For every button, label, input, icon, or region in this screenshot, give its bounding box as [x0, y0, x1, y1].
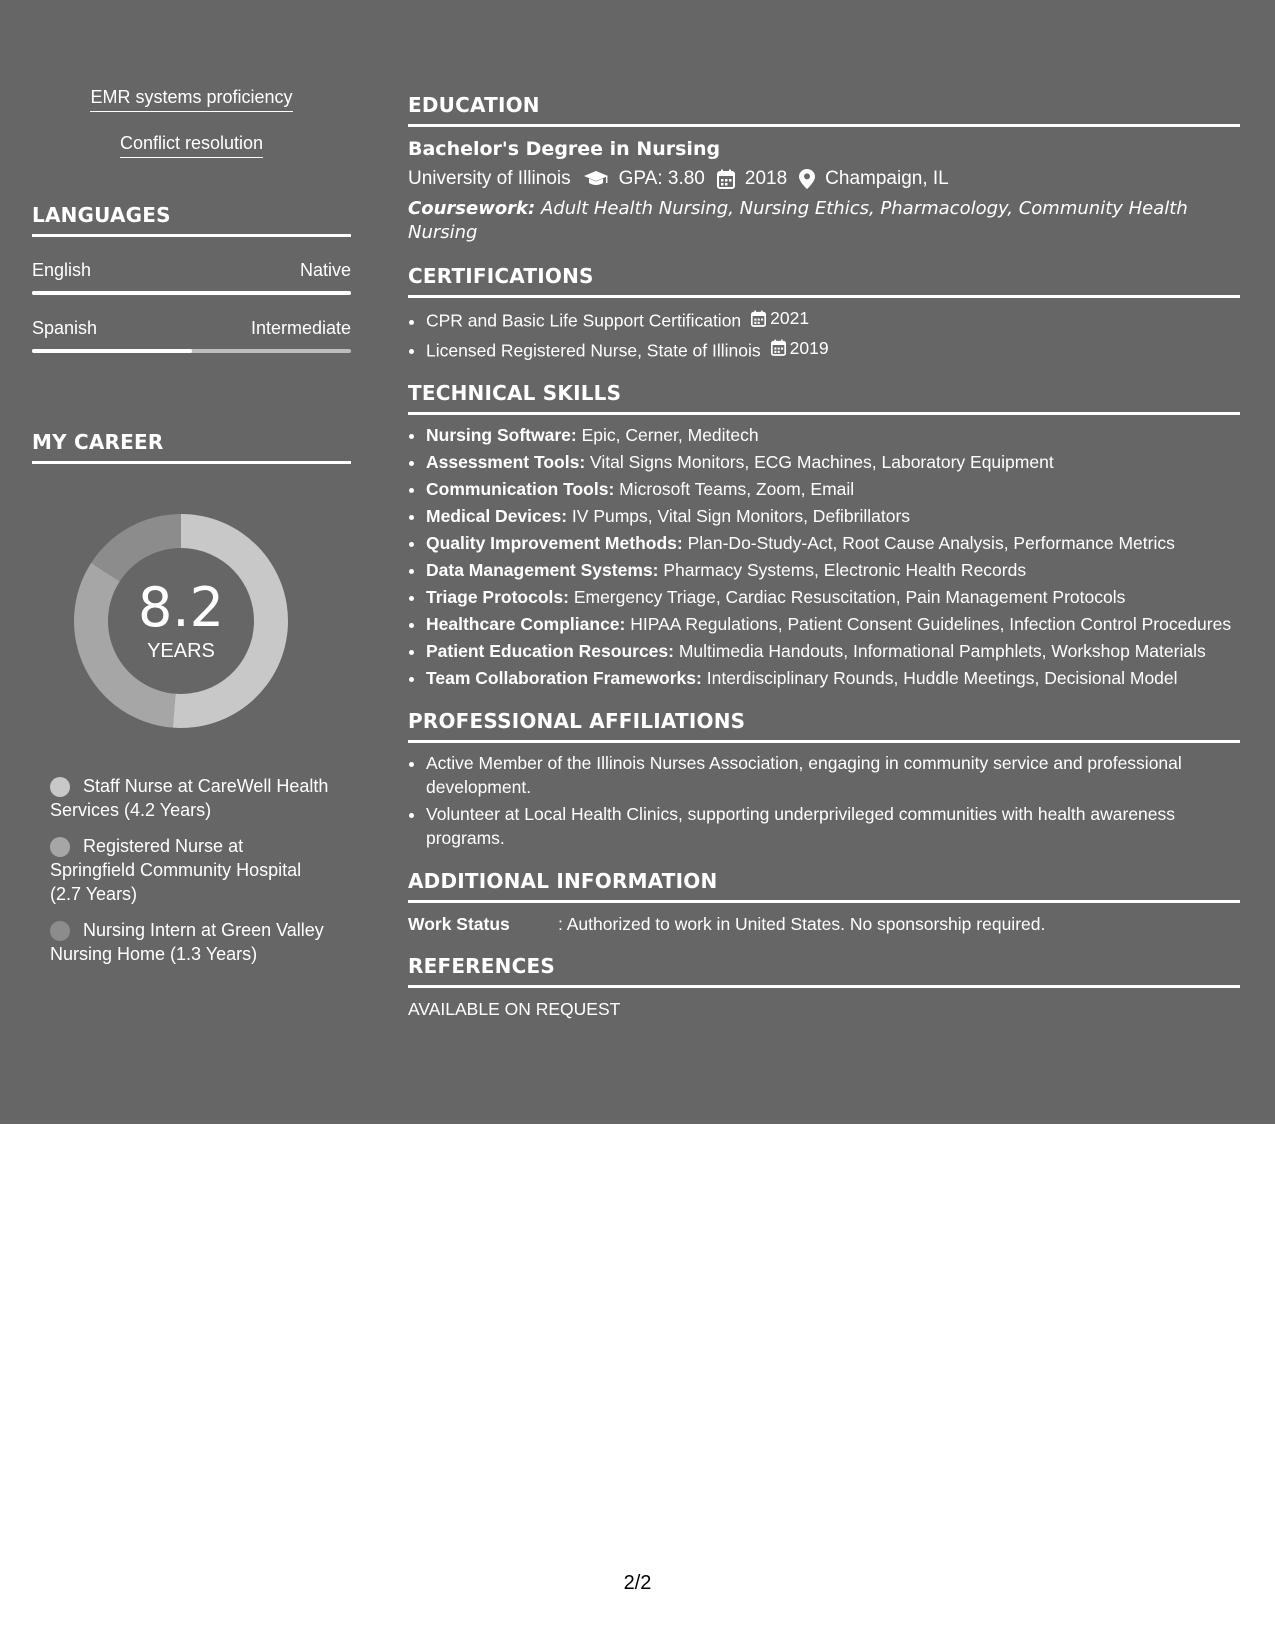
education-gpa: GPA: 3.80	[618, 168, 705, 189]
technical-skill-value: Vital Signs Monitors, ECG Machines, Laboratory Equipment	[590, 452, 1054, 472]
language-proficiency-bar	[32, 291, 351, 295]
language-row	[32, 259, 351, 281]
technical-skill-item	[426, 585, 1240, 609]
technical-skill-item	[426, 666, 1240, 690]
legend-dot-icon	[50, 921, 70, 941]
technical-skill-item	[426, 477, 1240, 501]
page-number: 2/2	[623, 1572, 652, 1594]
certification-item	[426, 336, 1240, 363]
education-year: 2018	[744, 168, 788, 189]
affiliations-heading: PROFESSIONAL AFFILIATIONS	[408, 708, 1240, 743]
language-level: Intermediate	[250, 318, 351, 338]
education-degree: Bachelor's Degree in Nursing	[408, 138, 721, 160]
coursework-text: Adult Health Nursing, Nursing Ethics, Pharmacology, Community Health Nursing	[408, 198, 1188, 243]
certification-item	[426, 306, 1240, 333]
technical-skill-value: Emergency Triage, Cardiac Resuscitation, Pain Management Protocols	[573, 587, 1126, 607]
right-column	[408, 92, 1240, 1020]
calendar-icon	[717, 169, 735, 189]
coursework-label: Coursework:	[408, 198, 536, 219]
references-heading: REFERENCES	[408, 953, 1240, 988]
technical-skill-item	[426, 612, 1240, 636]
legend-dot-icon	[50, 837, 70, 857]
technical-skill-label: Communication Tools:	[426, 479, 615, 499]
calendar-icon	[771, 339, 786, 356]
career-legend-label: Registered Nurse at Springfield Community Hospital (2.7 Years)	[50, 836, 302, 904]
education-school: University of Illinois	[408, 168, 571, 189]
additional-info-heading: ADDITIONAL INFORMATION	[408, 868, 1240, 903]
technical-skill-value: Interdisciplinary Rounds, Huddle Meetings, Decisional Model	[706, 668, 1178, 688]
graduation-cap-icon	[583, 170, 609, 188]
certification-year-wrap	[751, 306, 809, 330]
work-status-row	[408, 913, 1240, 935]
education-heading: EDUCATION	[408, 92, 1240, 127]
language-name: Spanish	[32, 318, 98, 338]
location-pin-icon	[799, 169, 815, 189]
languages-heading: LANGUAGES	[32, 202, 351, 237]
work-status-value: : Authorized to work in United States. No sponsorship required.	[558, 914, 1046, 934]
technical-skill-value: IV Pumps, Vital Sign Monitors, Defibrillators	[571, 506, 911, 526]
language-name: English	[32, 260, 92, 280]
career-legend	[50, 774, 330, 966]
certification-year: 2021	[770, 308, 810, 328]
language-proficiency-fill	[32, 291, 351, 295]
technical-skill-item	[426, 558, 1240, 582]
references-text: AVAILABLE ON REQUEST	[408, 999, 621, 1019]
technical-skill-label: Quality Improvement Methods:	[426, 533, 683, 553]
education-location: Champaign, IL	[825, 168, 949, 189]
career-total-years: 8.2	[138, 576, 224, 639]
technical-skill-item	[426, 423, 1240, 447]
technical-skill-label: Nursing Software:	[426, 425, 577, 445]
skill-tag: Conflict resolution	[120, 132, 263, 158]
career-legend-item	[50, 834, 330, 906]
career-total-unit: YEARS	[147, 640, 215, 662]
languages-list	[32, 259, 351, 353]
certification-year-wrap	[771, 336, 829, 360]
calendar-icon	[751, 310, 766, 327]
technical-skill-value: HIPAA Regulations, Patient Consent Guidelines, Infection Control Procedures	[630, 614, 1232, 634]
technical-skill-value: Epic, Cerner, Meditech	[581, 425, 759, 445]
language-row	[32, 317, 351, 339]
language-proficiency-bar	[32, 349, 351, 353]
skill-tag: EMR systems proficiency	[90, 86, 292, 112]
language-proficiency-fill	[32, 349, 192, 353]
certification-name: CPR and Basic Life Support Certification	[426, 310, 742, 331]
language-level: Native	[299, 260, 351, 280]
technical-skill-label: Healthcare Compliance:	[426, 614, 626, 634]
affiliations-list	[408, 751, 1240, 850]
technical-skill-label: Assessment Tools:	[426, 452, 586, 472]
education-meta	[408, 167, 1240, 191]
work-status-label: Work Status	[408, 914, 510, 934]
technical-skill-label: Patient Education Resources:	[426, 641, 674, 661]
technical-skill-value: Multimedia Handouts, Informational Pamphlets, Workshop Materials	[678, 641, 1206, 661]
technical-skill-item	[426, 450, 1240, 474]
technical-skill-label: Medical Devices:	[426, 506, 568, 526]
certification-year: 2019	[789, 337, 829, 358]
donut-center	[66, 506, 296, 736]
technical-skill-value: Plan-Do-Study-Act, Root Cause Analysis, Performance Metrics	[687, 533, 1175, 553]
technical-skill-label: Data Management Systems:	[426, 560, 659, 580]
technical-skill-label: Triage Protocols:	[426, 587, 569, 607]
career-legend-label: Staff Nurse at CareWell Health Services (4.2 Years)	[50, 776, 329, 820]
career-heading: MY CAREER	[32, 429, 351, 464]
technical-skill-item	[426, 531, 1240, 555]
career-legend-label: Nursing Intern at Green Valley Nursing Home (1.3 Years)	[50, 920, 324, 964]
certifications-list	[408, 306, 1240, 362]
technical-skills-heading: TECHNICAL SKILLS	[408, 380, 1240, 415]
certifications-heading: CERTIFICATIONS	[408, 263, 1240, 298]
technical-skill-item	[426, 639, 1240, 663]
technical-skill-label: Team Collaboration Frameworks:	[426, 668, 702, 688]
career-legend-item	[50, 918, 330, 966]
career-legend-item	[50, 774, 330, 822]
affiliation-item: • Active Member of the Illinois Nurses Association, engaging in community service and professional development.	[426, 751, 1240, 799]
technical-skill-value: Microsoft Teams, Zoom, Email	[619, 479, 855, 499]
technical-skills-list	[408, 423, 1240, 690]
technical-skill-item	[426, 504, 1240, 528]
affiliation-item: • Volunteer at Local Health Clinics, supporting underprivileged communities with health awareness programs.	[426, 802, 1240, 850]
career-donut-chart	[66, 506, 296, 736]
education-coursework	[408, 197, 1240, 245]
left-column	[32, 86, 351, 978]
certification-name: Licensed Registered Nurse, State of Illinois	[426, 340, 761, 360]
legend-dot-icon	[50, 777, 70, 797]
technical-skill-value: Pharmacy Systems, Electronic Health Records	[663, 560, 1027, 580]
